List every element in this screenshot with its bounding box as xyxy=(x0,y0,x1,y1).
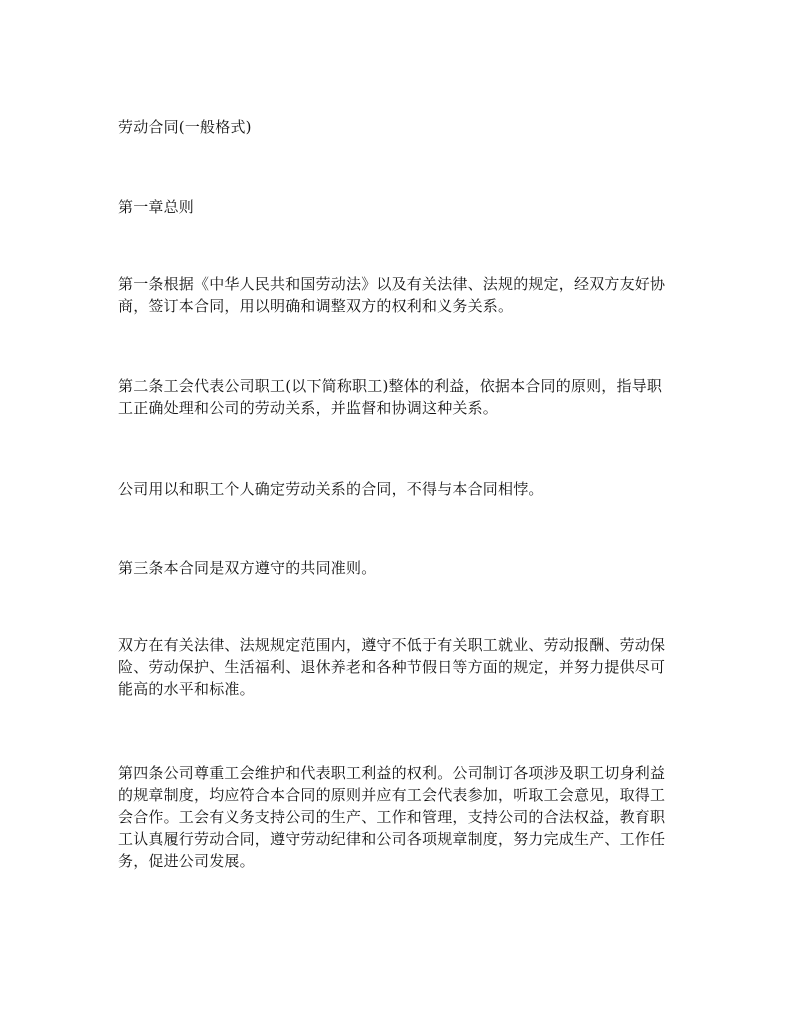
article-1-paragraph xyxy=(118,273,684,317)
article-3-paragraph xyxy=(118,557,684,579)
paragraph-line: 能高的水平和标准。 xyxy=(118,680,255,698)
paragraph-line: 的规章制度，均应符合本合同的原则并应有工会代表参加，听取工会意见，取得工 xyxy=(118,786,666,804)
paragraph-line: 工认真履行劳动合同，遵守劳动纪律和公司各项规章制度，努力完成生产、工作任 xyxy=(118,830,666,848)
document-title xyxy=(118,116,684,138)
paragraph-line: 商，签订本合同，用以明确和调整双方的权利和义务关系。 xyxy=(118,297,514,315)
title-text: 劳动合同(一般格式) xyxy=(118,118,252,136)
article-4-paragraph xyxy=(118,762,684,872)
chapter-heading-text: 第一章总则 xyxy=(118,198,195,216)
article-2-continuation-paragraph xyxy=(118,478,684,500)
paragraph-line: 险、劳动保护、生活福利、退休养老和各种节假日等方面的规定，并努力提供尽可 xyxy=(118,658,666,676)
paragraph-line: 公司用以和职工个人确定劳动关系的合同，不得与本合同相悖。 xyxy=(118,480,544,498)
paragraph-line: 双方在有关法律、法规规定范围内，遵守不低于有关职工就业、劳动报酬、劳动保 xyxy=(118,636,666,654)
paragraph-line: 工正确处理和公司的劳动关系，并监督和协调这种关系。 xyxy=(118,399,499,417)
article-3-continuation-paragraph xyxy=(118,634,684,700)
paragraph-line: 务，促进公司发展。 xyxy=(118,852,255,870)
paragraph-line: 第四条公司尊重工会维护和代表职工利益的权利。公司制订各项涉及职工切身利益 xyxy=(118,764,666,782)
paragraph-line: 第三条本合同是双方遵守的共同准则。 xyxy=(118,559,377,577)
article-2-paragraph xyxy=(118,375,684,419)
paragraph-line: 第二条工会代表公司职工(以下简称职工)整体的利益，依据本合同的原则，指导职 xyxy=(118,377,663,395)
paragraph-line: 第一条根据《中华人民共和国劳动法》以及有关法律、法规的规定，经双方友好协 xyxy=(118,275,666,293)
paragraph-line: 会合作。工会有义务支持公司的生产、工作和管理，支持公司的合法权益，教育职 xyxy=(118,808,666,826)
chapter-heading xyxy=(118,196,684,218)
